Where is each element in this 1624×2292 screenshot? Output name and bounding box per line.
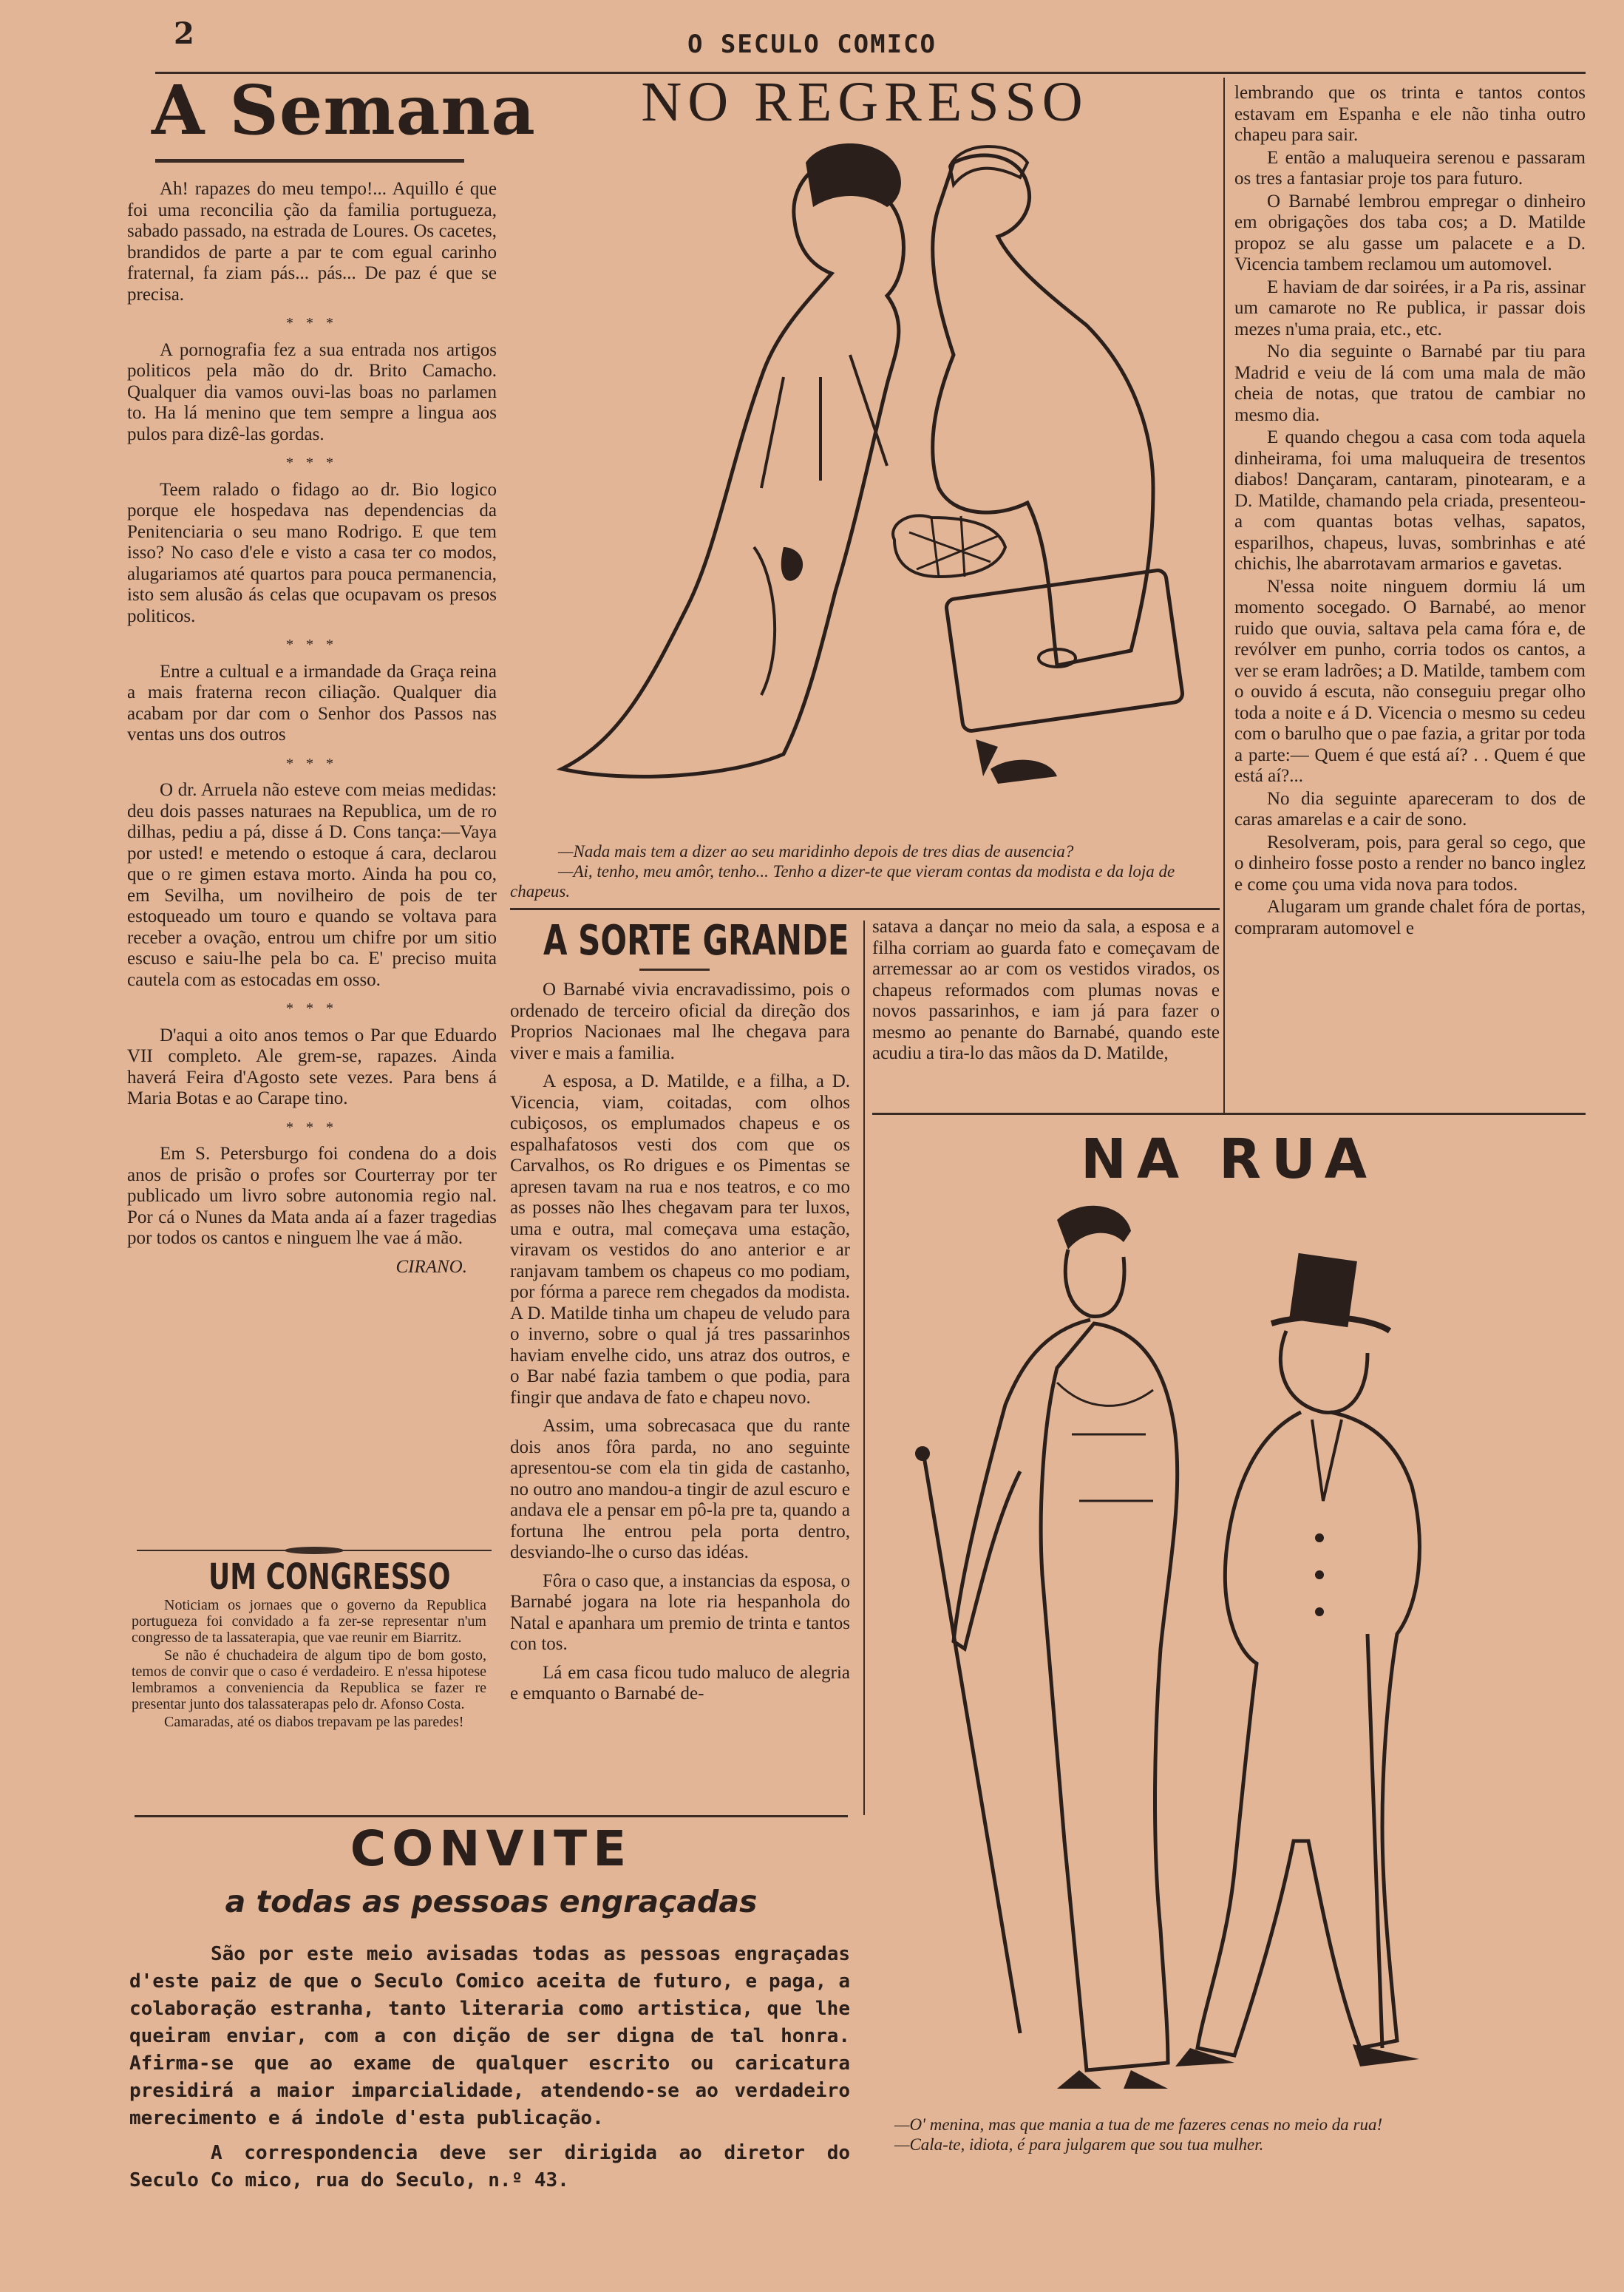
- congresso-paragraph: Se não é chuchadeira de algum tipo de bom gosto, temos de convir que o caso é verdadeiro. E n'essa hipotese lembramos a conveniencia da Republica se fazer re presentar junto dos talassaterapas pelo dr. Afonso Costa.: [132, 1647, 486, 1712]
- sorte-grande-paragraph: Lá em casa ficou tudo maluco de alegria e emquanto o Barnabé de-: [510, 1662, 850, 1703]
- sorte-grande-paragraph: satava a dançar no meio da sala, a esposa e a filha corriam ao guarda fato e começavam de arremessar ao ar com os vestidos virados, os chapeus reformados com plumas novas e novos passarinhos, e iam já para fazer o mesmo ao penante do Barnabé, quando este acudiu a tira-lo das mãos da D. Matilde,: [872, 917, 1220, 1063]
- page-number: 2: [174, 16, 194, 51]
- na-rua-caption-line: —O' menina, mas que mania a tua de me fazeres cenas no meio da rua!: [894, 2115, 1383, 2134]
- sorte-grande-paragraph: Alugaram um grande chalet fóra de portas, compraram automovel e: [1234, 897, 1586, 938]
- column-divider: [1223, 78, 1225, 1113]
- sorte-grande-paragraph: Assim, uma sobrecasaca que du rante dois anos fôra parda, no ano seguinte apresentou-se com ela tin gida de castanho, no outro ano mandou-a tingir de azul escuro e andava ele a pensar em pô-la pre ta, quando a fortuna lhe entrou pela porta dentro, desviando-lhe o curso das idéas.: [510, 1416, 850, 1562]
- sorte-grande-paragraph: Fôra o caso que, a instancias da esposa, o Barnabé jogara na lote ria hespanhola do Natal e apanhara um premio de trinta e tantos con tos.: [510, 1570, 850, 1654]
- sorte-grande-title-underline: [639, 969, 710, 971]
- semana-paragraph: Teem ralado o fidago ao dr. Bio logico porque ele hospedava nas dependencias da Penitenciaria o seu mano Rodrigo. E que tem isso? No caso d'ele e visto a casa ter co modos, alugariamos até quartos para pouca permanencia, isto sem alusão ás celas que ocupavam os presos politicos.: [127, 479, 497, 626]
- convite-paragraph: A correspondencia deve ser dirigida ao diretor do Seculo Co mico, rua do Seculo, n.º 43.: [129, 2142, 850, 2191]
- sorte-grande-col3: [1234, 83, 1586, 940]
- sorte-grande-paragraph: A esposa, a D. Matilde, e a filha, a D. Vicencia, viam, coitadas, com olhos cubiçosos, os emplumados chapeus e os espalhafatosos vesti dos com que os Carvalhos, os Ro drigues e os Pimentas se apresen tavam na rua e nos teatros, e co mo as posses não lhes chegavam para ter luxos, uma e outra, mal começava uma estação, viravam os vestidos do ano anterior e ar ranjavam tambem os chapeus co mo podiam, por fórma a parece rem chegados da modista. A D. Matilde tinha um chapeu de veludo para o inverno, sobre o qual já tres passarinhos haviam envelhe cido, uns atraz dos outros, e o Bar nabé fazia tambem o que podia, para fingir que andava de fato e chapeu novo.: [510, 1071, 850, 1408]
- column-divider: [863, 920, 865, 1815]
- regresso-caption: [510, 841, 1220, 901]
- sorte-grande-col2: [872, 917, 1220, 1072]
- semana-title-underline: [155, 159, 464, 163]
- regresso-caption-line: —Nada mais tem a dizer ao seu maridinho depois de tres dias de ausencia?: [558, 842, 1074, 861]
- convite-top-rule: [135, 1815, 848, 1817]
- sorte-grande-col1: [510, 980, 850, 1712]
- sorte-grande-paragraph: No dia seguinte apareceram to dos de caras amarelas e a cair de sono.: [1234, 788, 1586, 830]
- sorte-grande-paragraph: E quando chegou a casa com toda aquela dinheirama, foi uma maluqueira de tresentos diabos! Dançaram, cantaram, pinotearam, e a D. Matilde, chamando pela criada, presenteou-a com quantas botas velhas, sapatos, esparilhos, chapeus, luvas, sombrinhas e até chichis, lhe abarrotavam armarios e gavetas.: [1234, 427, 1586, 574]
- semana-paragraph: A pornografia fez a sua entrada nos artigos politicos pela mão do dr. Brito Camacho. Qualquer dia vamos ouvi-las boas no parlamen to. Ha lá menino que tem sempre a lingua aos pulos para dizê-las gordas.: [127, 339, 497, 444]
- na-rua-illustration: [909, 1190, 1552, 2107]
- sorte-grande-paragraph: O Barnabé vivia encravadissimo, pois o ordenado de terceiro oficial da direção dos Proprios Nacionaes mal lhe chegava para viver e mais a familia.: [510, 980, 850, 1063]
- separator-stars: * * *: [286, 455, 338, 471]
- semana-paragraph: D'aqui a oito anos temos o Par que Eduardo VII completo. Ale grem-se, rapazes. Ainda haverá Feira d'Agosto sete vezes. Para bens á Maria Botas e ao Carape tino.: [127, 1025, 497, 1108]
- separator-stars: * * *: [286, 1119, 338, 1136]
- masthead: O SECULO COMICO: [687, 30, 937, 59]
- separator-stars: * * *: [286, 315, 338, 331]
- semana-title: A Semana: [152, 70, 536, 150]
- sorte-grande-paragraph: No dia seguinte o Barnabé par tiu para Madrid e veiu de lá com uma mala de mão cheia de notas, que tratou de cambiar no mesmo dia.: [1234, 342, 1586, 425]
- na-rua-top-rule: [872, 1113, 1586, 1115]
- semana-paragraph: Entre a cultual e a irmandade da Graça reina a mais fraterna recon ciliação. Qualquer dia acabam por dar com o Senhor dos Passos nas ventas uns dos outros: [127, 661, 497, 745]
- sorte-grande-paragraph: O Barnabé lembrou empregar o dinheiro em obrigações dos taba cos; a D. Matilde propoz se alu gasse um palacete e a D. Vicencia tambem reclamou um automovel.: [1234, 191, 1586, 274]
- na-rua-title: NA RUA: [1080, 1128, 1378, 1191]
- regresso-caption-line: —Ai, tenho, meu amôr, tenho... Tenho a dizer-te que vieram contas da modista e da loja de chapeus.: [510, 862, 1175, 901]
- regresso-illustration: [540, 133, 1205, 828]
- convite-paragraph: São por este meio avisadas todas as pessoas engraçadas d'este paiz de que o Seculo Comico aceita de futuro, e paga, a colaboração estranha, tanto literaria como artistica, que lhe queiram enviar, com a con dição de ser digna de tal honra. Afirma-se que ao exame de qualquer escrito ou caricatura presidirá a maior imparcialidade, atendendo-se ao verdadeiro merecimento e á indole d'esta publicação.: [129, 1943, 850, 2129]
- regresso-title: NO REGRESSO: [641, 71, 1089, 133]
- regresso-bottom-rule: [510, 908, 1220, 910]
- semana-paragraph: O dr. Arruela não esteve com meias medidas: deu dois passes naturaes na Republica, um de ro dilhas, pediu a pá, disse á D. Cons tança:—Vaya por usted! e metendo o estoque á cara, declarou que o re gimen estava morto. Ainda ha pou co, em Sevilha, um novilheiro de pois de ter estoqueado um touro e quando se voltava para receber a ovação, entrou um chifre por um sitio escuso e saiu-lhe pela bo ca. E' preciso muita cautela com as estocadas em osso.: [127, 780, 497, 990]
- convite-title: CONVITE: [350, 1820, 633, 1877]
- semana-paragraph: Em S. Petersburgo foi condena do a dois anos de prisão o profes sor Courterray por ter publicado um livro sobre autonomia regio nal. Por cá o Nunes da Mata anda aí a fazer tragedias por todos os cantos e ninguem lhe vae á mão.: [127, 1144, 497, 1248]
- na-rua-caption-line: —Cala-te, idiota, é para julgarem que sou tua mulher.: [894, 2135, 1264, 2154]
- semana-column: [127, 179, 497, 1278]
- separator-stars: * * *: [286, 755, 338, 772]
- congresso-paragraph: Camaradas, até os diabos trepavam pe las paredes!: [164, 1714, 464, 1730]
- sorte-grande-paragraph: E então a maluqueira serenou e passaram os tres a fantasiar proje tos para futuro.: [1234, 147, 1586, 189]
- sorte-grande-paragraph: Resolveram, pois, para geral so cego, que o dinheiro fosse posto a render no banco inglez e come çou uma vida nova para todos.: [1234, 832, 1586, 895]
- sorte-grande-paragraph: E haviam de dar soirées, ir a Pa ris, assinar um camarote no Re publica, ir passar dois mezes n'uma praia, etc., etc.: [1234, 277, 1586, 339]
- separator-stars: * * *: [286, 637, 338, 653]
- semana-signature: CIRANO.: [395, 1256, 467, 1277]
- congresso-column: [132, 1597, 486, 1737]
- convite-column: [129, 1941, 850, 2202]
- separator-stars: * * *: [286, 1000, 338, 1017]
- congresso-title: UM CONGRESSO: [208, 1556, 451, 1598]
- na-rua-caption: [880, 2115, 1574, 2154]
- ornament-divider: [137, 1545, 492, 1556]
- congresso-paragraph: Noticiam os jornaes que o governo da Republica portugueza foi convidado a fa zer-se representar n'um congresso de ta lassaterapia, que vae reunir em Biarritz.: [132, 1597, 486, 1646]
- convite-subtitle: a todas as pessoas engraçadas: [225, 1884, 758, 1919]
- sorte-grande-paragraph: lembrando que os trinta e tantos contos estavam em Espanha e ele não tinha outro chapeu para sair.: [1234, 83, 1586, 145]
- sorte-grande-title: A SORTE GRANDE: [543, 917, 849, 965]
- sorte-grande-paragraph: N'essa noite ninguem dormiu lá um momento socegado. O Barnabé, ao menor ruido que ouvia, saltava pela cama fóra e, de revólver em punho, corria todos os cantos, a ver se eram ladrões; a D. Matilde, tambem com o ouvido á escuta, não conseguiu pregar olho toda a noite e á D. Vicencia o mesmo su cedeu com o barulho que o pae fazia, a gritar por toda a parte:— Quem é que está aí? . . Quem é que está aí?...: [1234, 576, 1586, 786]
- semana-paragraph: Ah! rapazes do meu tempo!... Aquillo é que foi uma reconcilia ção da familia portugueza, sabado passado, na estrada de Loures. Os cacetes, brandidos de parte a par te com egual carinho fraternal, fa ziam pás... pás... De paz é que se precisa.: [127, 179, 497, 305]
